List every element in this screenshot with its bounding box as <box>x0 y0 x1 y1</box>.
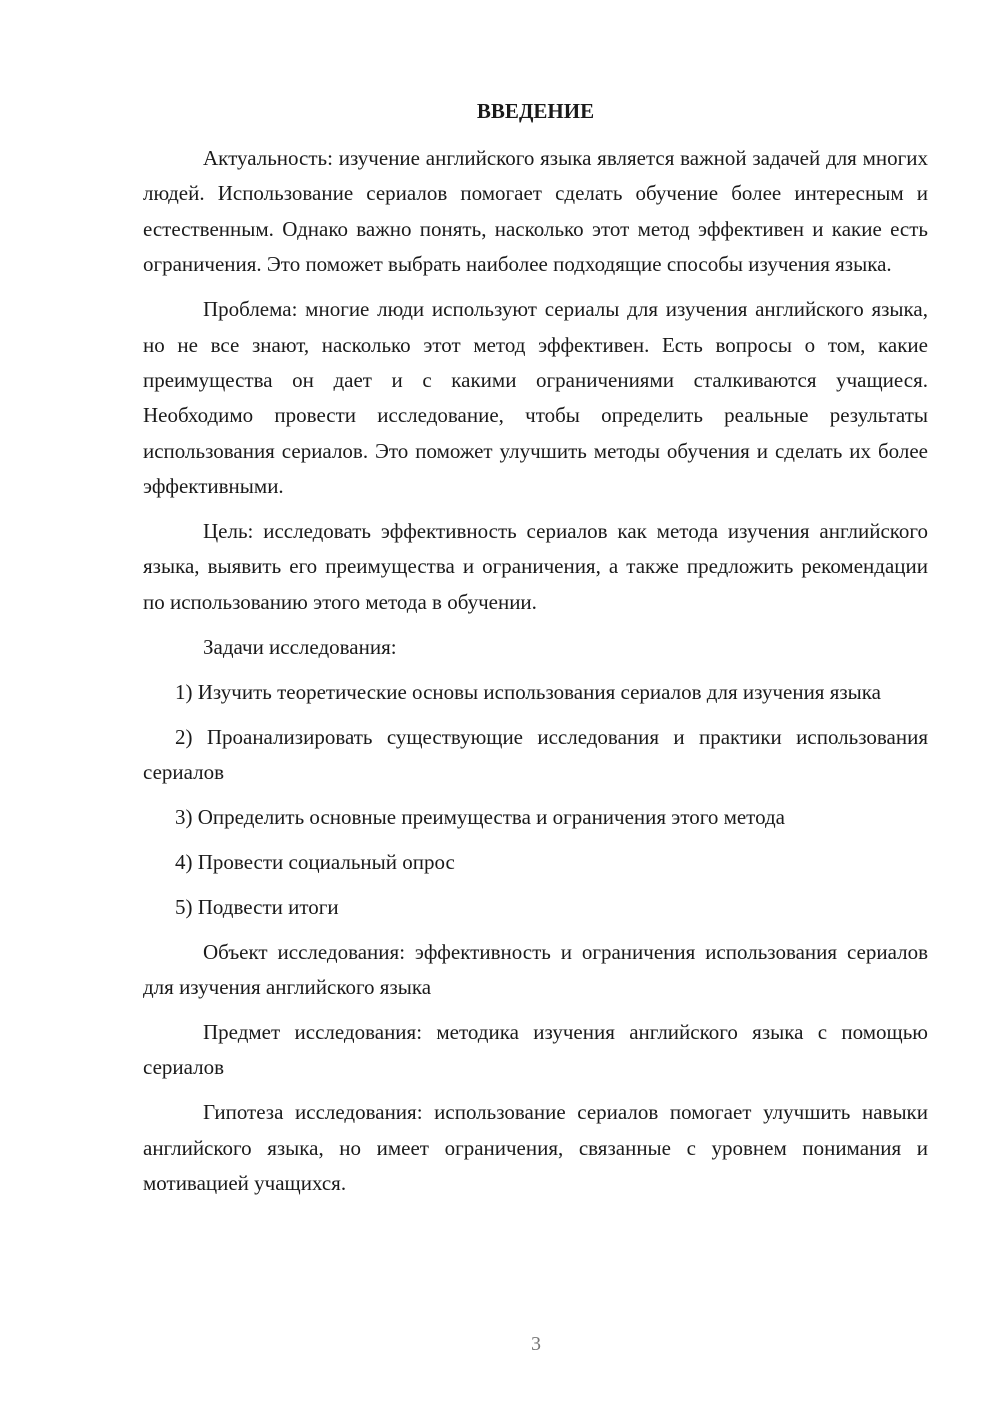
problem-paragraph: Проблема: многие люди используют сериалы для изучения английского языка, но не все знают, насколько этот метод эффективен. Есть вопросы о том, какие преимущества он дает и с какими ограничениями сталкиваются учащиеся. Необходимо провести исследование, чтобы определить реальные результаты использования сериалов. Это поможет улучшить методы обучения и сделать их более эффективными. <box>143 297 928 499</box>
page-number: 3 <box>531 1333 541 1355</box>
task-item-2: 2) Проанализировать существующие исследования и практики использования сериалов <box>143 724 928 784</box>
subject-paragraph: Предмет исследования: методика изучения английского языка с помощью сериалов <box>143 1019 928 1080</box>
document-page <box>143 94 928 1211</box>
task-item-4: 4) Провести социальный опрос <box>175 849 455 874</box>
object-paragraph: Объект исследования: эффективность и ограничения использования сериалов для изучения английского языка <box>143 939 928 1000</box>
task-item-1: 1) Изучить теоретические основы использования сериалов для изучения языка <box>175 679 881 704</box>
task-item-3: 3) Определить основные преимущества и ограничения этого метода <box>175 804 785 829</box>
hypothesis-paragraph: Гипотеза исследования: использование сериалов помогает улучшить навыки английского языка, но имеет ограничения, связанные с уровнем понимания и мотивацией учащихся. <box>143 1100 928 1196</box>
section-heading: ВВЕДЕНИЕ <box>476 99 595 123</box>
tasks-intro: Задачи исследования: <box>203 634 397 659</box>
relevance-paragraph: Актуальность: изучение английского языка является важной задачей для многих людей. Использование сериалов помогает сделать обучение более интересным и естественным. Однако важно понять, насколько этот метод эффективен и какие есть ограничения. Это поможет выбрать наиболее подходящие способы изучения языка. <box>143 146 928 277</box>
goal-paragraph: Цель: исследовать эффективность сериалов как метода изучения английского языка, выявить его преимущества и ограничения, а также предложить рекомендации по использованию этого метода в обучении. <box>143 519 928 614</box>
task-item-5: 5) Подвести итоги <box>175 894 339 919</box>
